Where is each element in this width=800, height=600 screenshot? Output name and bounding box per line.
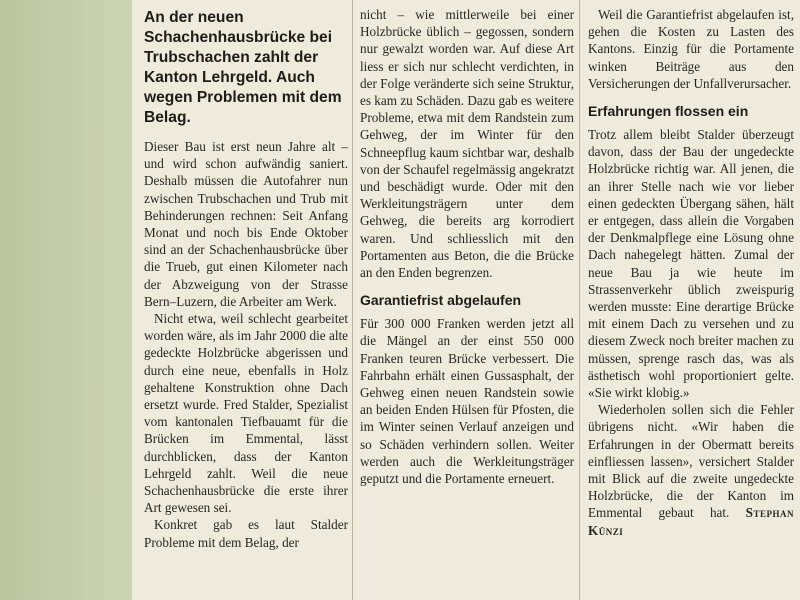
paragraph: Konkret gab es laut Stalder Probleme mit dem Belag, der xyxy=(144,517,348,550)
column-rule xyxy=(579,0,580,600)
paragraph: Für 300 000 Franken werden jetzt all die Mängel an der einst 550 000 Franken teuren Brücke verbessert. Die Fahrbahn erhält einen Gussasphalt, der Gehweg einen neuen Randstein sowie an beiden Enden Hülsen für Pfosten, die im Winter seinen Verlauf anzeigen und so Schäden verhindern sollen. Weiter werden auch die Werkleitungsträger geputzt und die Portamente erneuert. xyxy=(360,316,574,487)
article-column-3 xyxy=(588,0,794,600)
paragraph xyxy=(588,401,794,539)
paragraph: Dieser Bau ist erst neun Jahre alt – und wird schon aufwändig saniert. Deshalb müssen die Autofahrer nun zwischen Trubschachen und Trub mit Behinderungen rechnen: Seit Anfang Monat und noch bis Ende Oktober sind an der Schachenhausbrücke über die Trueb, gut einen Kilometer nach der Abzweigung von der Strasse Bern–Luzern, die Arbeiter am Werk. xyxy=(144,139,348,309)
paragraph: Trotz allem bleibt Stalder überzeugt davon, dass der Bau der ungedeckte Holzbrücke richtig war. All jenen, die an ihrer Stelle nach wie vor lieber einen gedeckten Übergang sähen, hält er entgegen, dass allein die Vorgaben der Denkmalpflege eine Lösung ohne Dach nahegelegt hätten. Zumal der neue Bau ja wie heute im Strassenverkehr üblich zweispurig werden musste: Eine derartige Brücke mit einem Dach zu versehen und zu diesem Zweck noch breiter machen zu müssen, sprenge rasch das, was als ästhetisch wohl proportioniert gelte. «Sie wirkt klobig.» xyxy=(588,127,794,401)
paragraph: Weil die Garantiefrist abgelaufen ist, gehen die Kosten zu Lasten des Kantons. Einzig für die Portamente winken Beiträge aus den Versicherungen der Unfallverursacher. xyxy=(588,7,794,91)
column-rule xyxy=(352,0,353,600)
paragraph-text: Wiederholen sollen sich die Fehler übrigens nicht. «Wir haben die Erfahrungen in der Obermatt bereits einfliessen lassen», versichert Stalder mit Blick auf die zweite ungedeckte Holzbrücke, die der Kanton im Emmental gebaut hat. xyxy=(588,402,794,521)
article-headline: An der neuen Schachenhausbrücke bei Trubschachen zahlt der Kanton Lehrgeld. Auch wegen Problemen mit dem Belag. xyxy=(144,9,342,126)
subheading: Garantiefrist abgelaufen xyxy=(360,292,522,309)
article-column-1 xyxy=(144,0,348,600)
author-byline: Stephan Künzi xyxy=(588,505,794,538)
paragraph: nicht – wie mittlerweile bei einer Holzbrücke üblich – gegossen, sondern nur gewalzt worden war. Auf diese Art liess er sich nur schlecht verdichten, in der Folge veränderte sich seine Struktur, es kam zu Schäden. Dazu gab es weitere Probleme, etwa mit dem Randstein zum Gehweg, der im Winter für den Schneepflug kaum sichtbar war, deshalb von der Schaufel regelmässig angekratzt und beschädigt wurde. Oder mit den Werkleitungsträgern unter dem Gehweg, die bereits arg korrodiert waren. Und schliesslich mit den Portamenten aus Beton, die die Brücke an den Enden begrenzen. xyxy=(360,7,574,281)
subheading: Erfahrungen flossen ein xyxy=(588,103,749,120)
article-column-2 xyxy=(360,0,574,600)
page-margin xyxy=(0,0,132,600)
paragraph: Nicht etwa, weil schlecht gearbeitet worden wäre, als im Jahr 2000 die alte gedeckte Holzbrücke abgerissen und durch eine neue, ebenfalls in Holz gehaltene Konstruktion ohne Dach ersetzt wurde. Fred Stalder, Spezialist vom kantonalen Tiefbauamt für die Brücken im Emmental, lässt durchblicken, dass der Kanton Lehrgeld zahlt. Weil die neue Schachenhausbrücke die erste ihrer Art gewesen sei. xyxy=(144,311,348,516)
